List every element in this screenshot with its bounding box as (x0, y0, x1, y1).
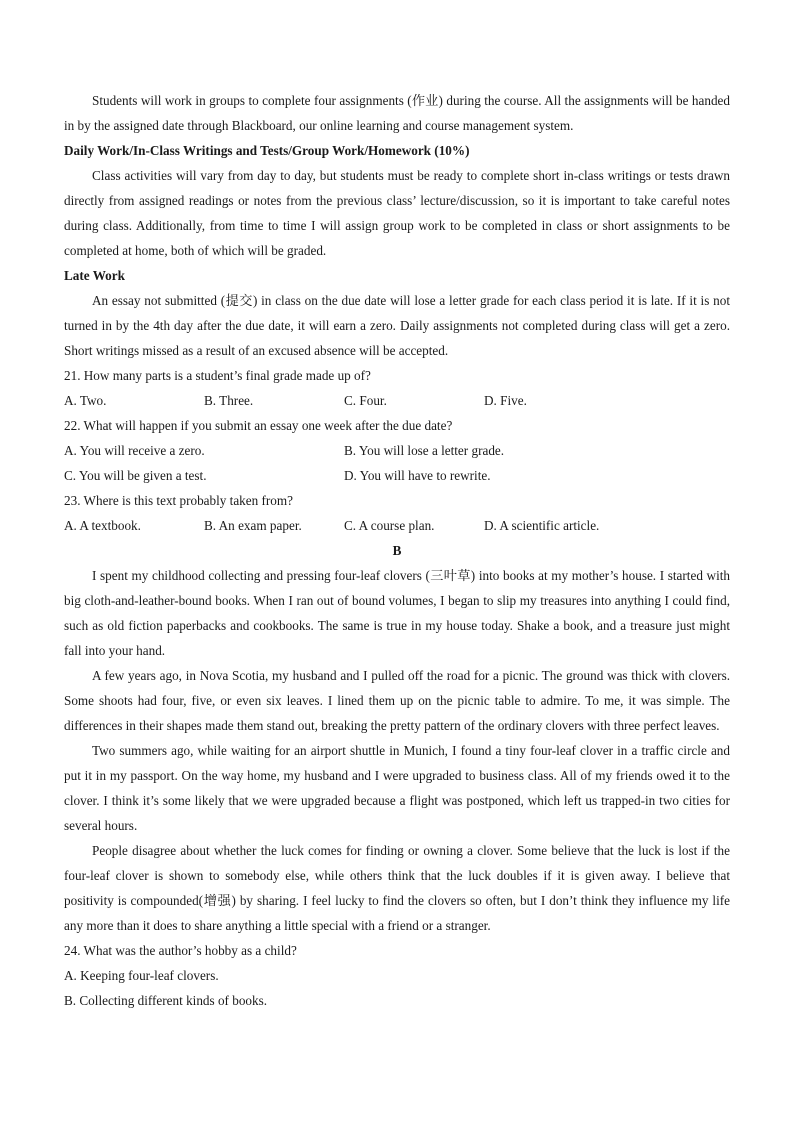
q24-option-a: A. Keeping four-leaf clovers. (64, 968, 219, 983)
passage-b-paragraph-3: Two summers ago, while waiting for an airport shuttle in Munich, I found a tiny four-leaf clover in a traffic circle and put it in my passport. On the way home, my husband and I were upgraded to business class. All of my friends owed it to the clover. I think it’s some likely that we were upgraded because a flight was postponed, which left us trapped-in two cities for several hours. (64, 743, 730, 833)
q21-option-d: D. Five. (484, 393, 527, 408)
document-page (64, 88, 730, 1013)
q22-option-c: C. You will be given a test. (64, 468, 207, 483)
section-b-title: B (392, 543, 402, 558)
q21-option-c: C. Four. (344, 393, 387, 408)
passage-b-paragraph-1: I spent my childhood collecting and pressing four-leaf clovers (三叶草) into books at my mother’s house. I started with big cloth-and-leather-bound books. When I ran out of bound volumes, I began to slip my treasures into anything I could find, such as old fiction paperbacks and cookbooks. The same is true in my house today. Shake a book, and a treasure just might fall into your hand. (64, 568, 730, 658)
section-heading-late-work: Late Work (64, 268, 125, 283)
q23-option-c: C. A course plan. (344, 518, 435, 533)
question-24-stem: 24. What was the author’s hobby as a child? (64, 943, 297, 958)
section-heading-daily-work: Daily Work/In-Class Writings and Tests/Group Work/Homework (10%) (64, 143, 470, 158)
q22-option-a: A. You will receive a zero. (64, 443, 205, 458)
passage-a-paragraph-2: Class activities will vary from day to day, but students must be ready to complete short in-class writings or tests drawn directly from assigned readings or notes from the previous class’ lecture/discussion, so it is important to take careful notes during class. Additionally, from time to time I will assign group work to be completed in class or short assignments to be completed at home, both of which will be graded. (64, 168, 730, 258)
question-23-options (64, 513, 730, 538)
q24-option-b: B. Collecting different kinds of books. (64, 993, 268, 1008)
passage-a-paragraph-3: An essay not submitted (提交) in class on the due date will lose a letter grade for each class period it is late. If it is not turned in by the 4th day after the due date, it will earn a zero. Daily assignments not completed during class will get a zero. Short writings missed as a result of an excused absence will be accepted. (64, 293, 730, 358)
question-22-options-row-1 (64, 438, 730, 463)
question-21-stem: 21. How many parts is a student’s final grade made up of? (64, 368, 371, 383)
passage-b-paragraph-4: People disagree about whether the luck comes for finding or owning a clover. Some believe that the luck is lost if the four-leaf clover is shown to somebody else, while others think that the luck doubles if it is given away. I believe that positivity is compounded(增强) by sharing. I feel lucky to find the clovers so often, but I don’t think they influence my life any more than it does to share anything a little special with a friend or a stranger. (64, 843, 730, 933)
question-22-options-row-2 (64, 463, 730, 488)
q23-option-d: D. A scientific article. (484, 518, 600, 533)
passage-b-paragraph-2: A few years ago, in Nova Scotia, my husband and I pulled off the road for a picnic. The ground was thick with clovers. Some shoots had four, five, or even six leaves. I lined them up on the picnic table to admire. To me, it was simple. The differences in their shapes made them stand out, breaking the pretty pattern of the ordinary clovers with three perfect leaves. (64, 668, 730, 733)
q21-option-a: A. Two. (64, 393, 107, 408)
question-22-stem: 22. What will happen if you submit an essay one week after the due date? (64, 418, 453, 433)
q23-option-a: A. A textbook. (64, 518, 141, 533)
q23-option-b: B. An exam paper. (204, 518, 302, 533)
q21-option-b: B. Three. (204, 393, 254, 408)
question-21-options (64, 388, 730, 413)
question-23-stem: 23. Where is this text probably taken from? (64, 493, 294, 508)
q22-option-d: D. You will have to rewrite. (344, 468, 491, 483)
passage-a-paragraph-1: Students will work in groups to complete four assignments (作业) during the course. All the assignments will be handed in by the assigned date through Blackboard, our online learning and course management system. (64, 93, 730, 133)
q22-option-b: B. You will lose a letter grade. (344, 443, 505, 458)
